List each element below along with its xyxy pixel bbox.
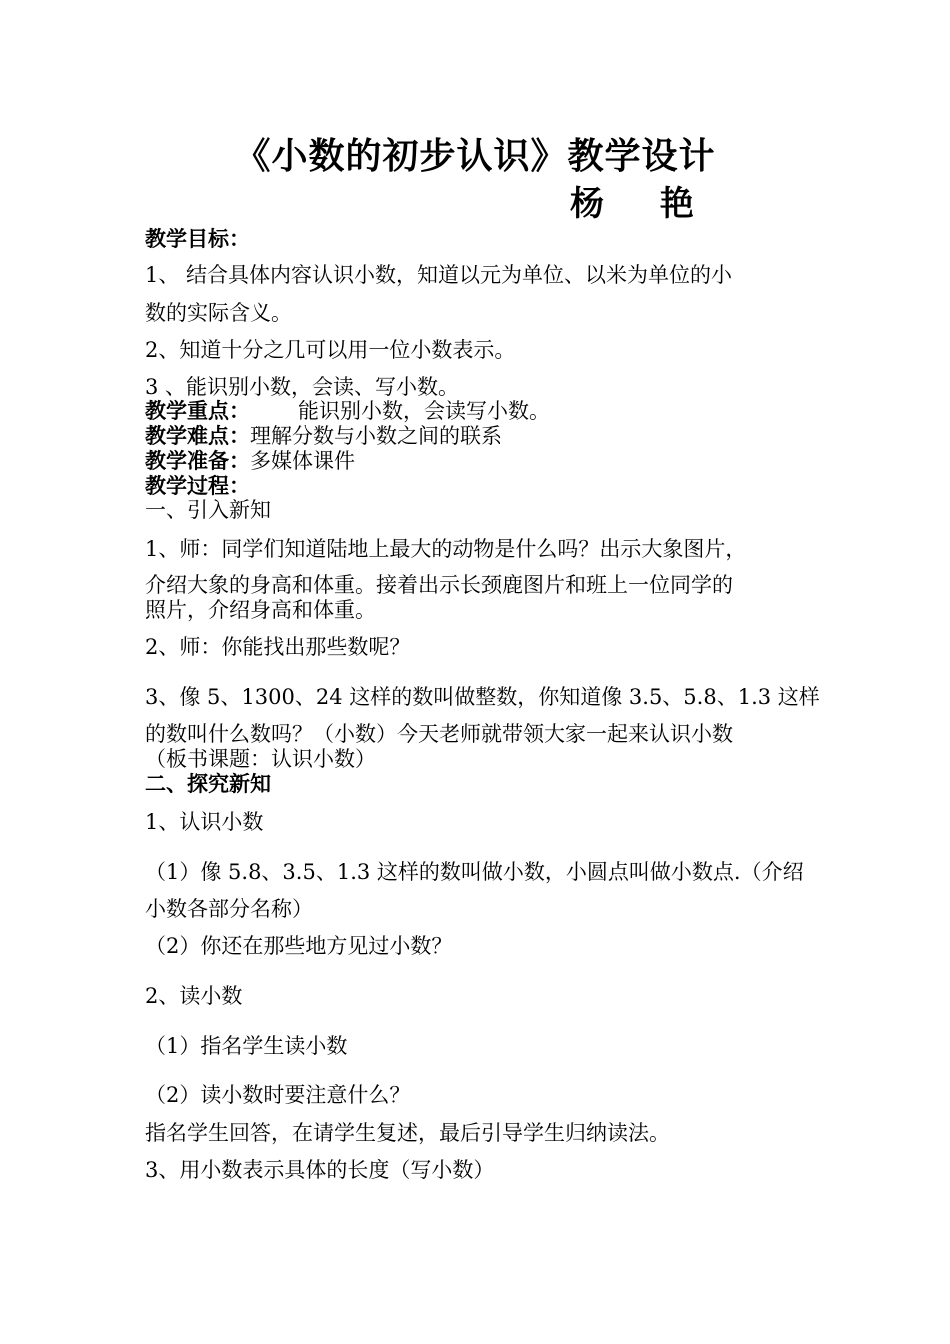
key-point-label: 教学重点：	[145, 399, 250, 423]
difficulty-point	[145, 423, 502, 449]
key-point-text: 能识别小数，会读写小数。	[298, 399, 550, 423]
goal-1-line-1: 1、 结合具体内容认识小数，知道以元为单位、以米为单位的小	[145, 263, 733, 287]
subsection-2-item-3: 指名学生回答，在请学生复述，最后引导学生归纳读法。	[145, 1121, 670, 1145]
paragraph-1-line-3: 照片，介绍身高和体重。	[145, 598, 376, 622]
subsection-1-item-1-line-2: 小数各部分名称）	[145, 897, 313, 921]
preparation	[145, 448, 355, 474]
subsection-3: 3、用小数表示具体的长度（写小数）	[145, 1158, 495, 1182]
paragraph-1-line-1: 1、师：同学们知道陆地上最大的动物是什么吗？出示大象图片，	[145, 537, 747, 561]
section-2-heading: 二、探究新知	[145, 772, 271, 796]
preparation-label: 教学准备：	[145, 449, 250, 473]
paragraph-3-line-2: 的数叫什么数吗？（小数）今天老师就带领大家一起来认识小数	[145, 722, 733, 746]
goals-heading: 教学目标：	[145, 227, 250, 251]
author-name: 杨 艳	[570, 184, 716, 224]
goal-3: 3 、能识别小数，会读、写小数。	[145, 375, 460, 399]
key-point	[145, 398, 550, 424]
subsection-1: 1、认识小数	[145, 810, 264, 834]
subsection-1-item-1-line-1: （1）像 5.8、3.5、1.3 这样的数叫做小数，小圆点叫做小数点.（介绍	[145, 860, 804, 884]
subsection-2-item-1: （1）指名学生读小数	[145, 1034, 348, 1058]
subsection-2-item-2: （2）读小数时要注意什么？	[145, 1083, 411, 1107]
section-1-heading: 一、引入新知	[145, 498, 271, 522]
document-title: 《小数的初步认识》教学设计	[234, 136, 716, 177]
paragraph-3-line-3: （板书课题：认识小数）	[145, 747, 376, 771]
goal-1-line-2: 数的实际含义。	[145, 301, 292, 325]
difficulty-label: 教学难点：	[145, 424, 250, 448]
process-heading: 教学过程：	[145, 474, 250, 498]
goal-2: 2、知道十分之几可以用一位小数表示。	[145, 338, 516, 362]
difficulty-text: 理解分数与小数之间的联系	[250, 424, 502, 448]
paragraph-2: 2、师：你能找出那些数呢？	[145, 635, 411, 659]
subsection-2: 2、读小数	[145, 984, 243, 1008]
paragraph-3-line-1: 3、像 5、1300、24 这样的数叫做整数，你知道像 3.5、5.8、1.3 这样	[145, 685, 820, 709]
paragraph-1-line-2: 介绍大象的身高和体重。接着出示长颈鹿图片和班上一位同学的	[145, 573, 733, 597]
preparation-text: 多媒体课件	[250, 449, 355, 473]
subsection-1-item-2: （2）你还在那些地方见过小数？	[145, 934, 453, 958]
